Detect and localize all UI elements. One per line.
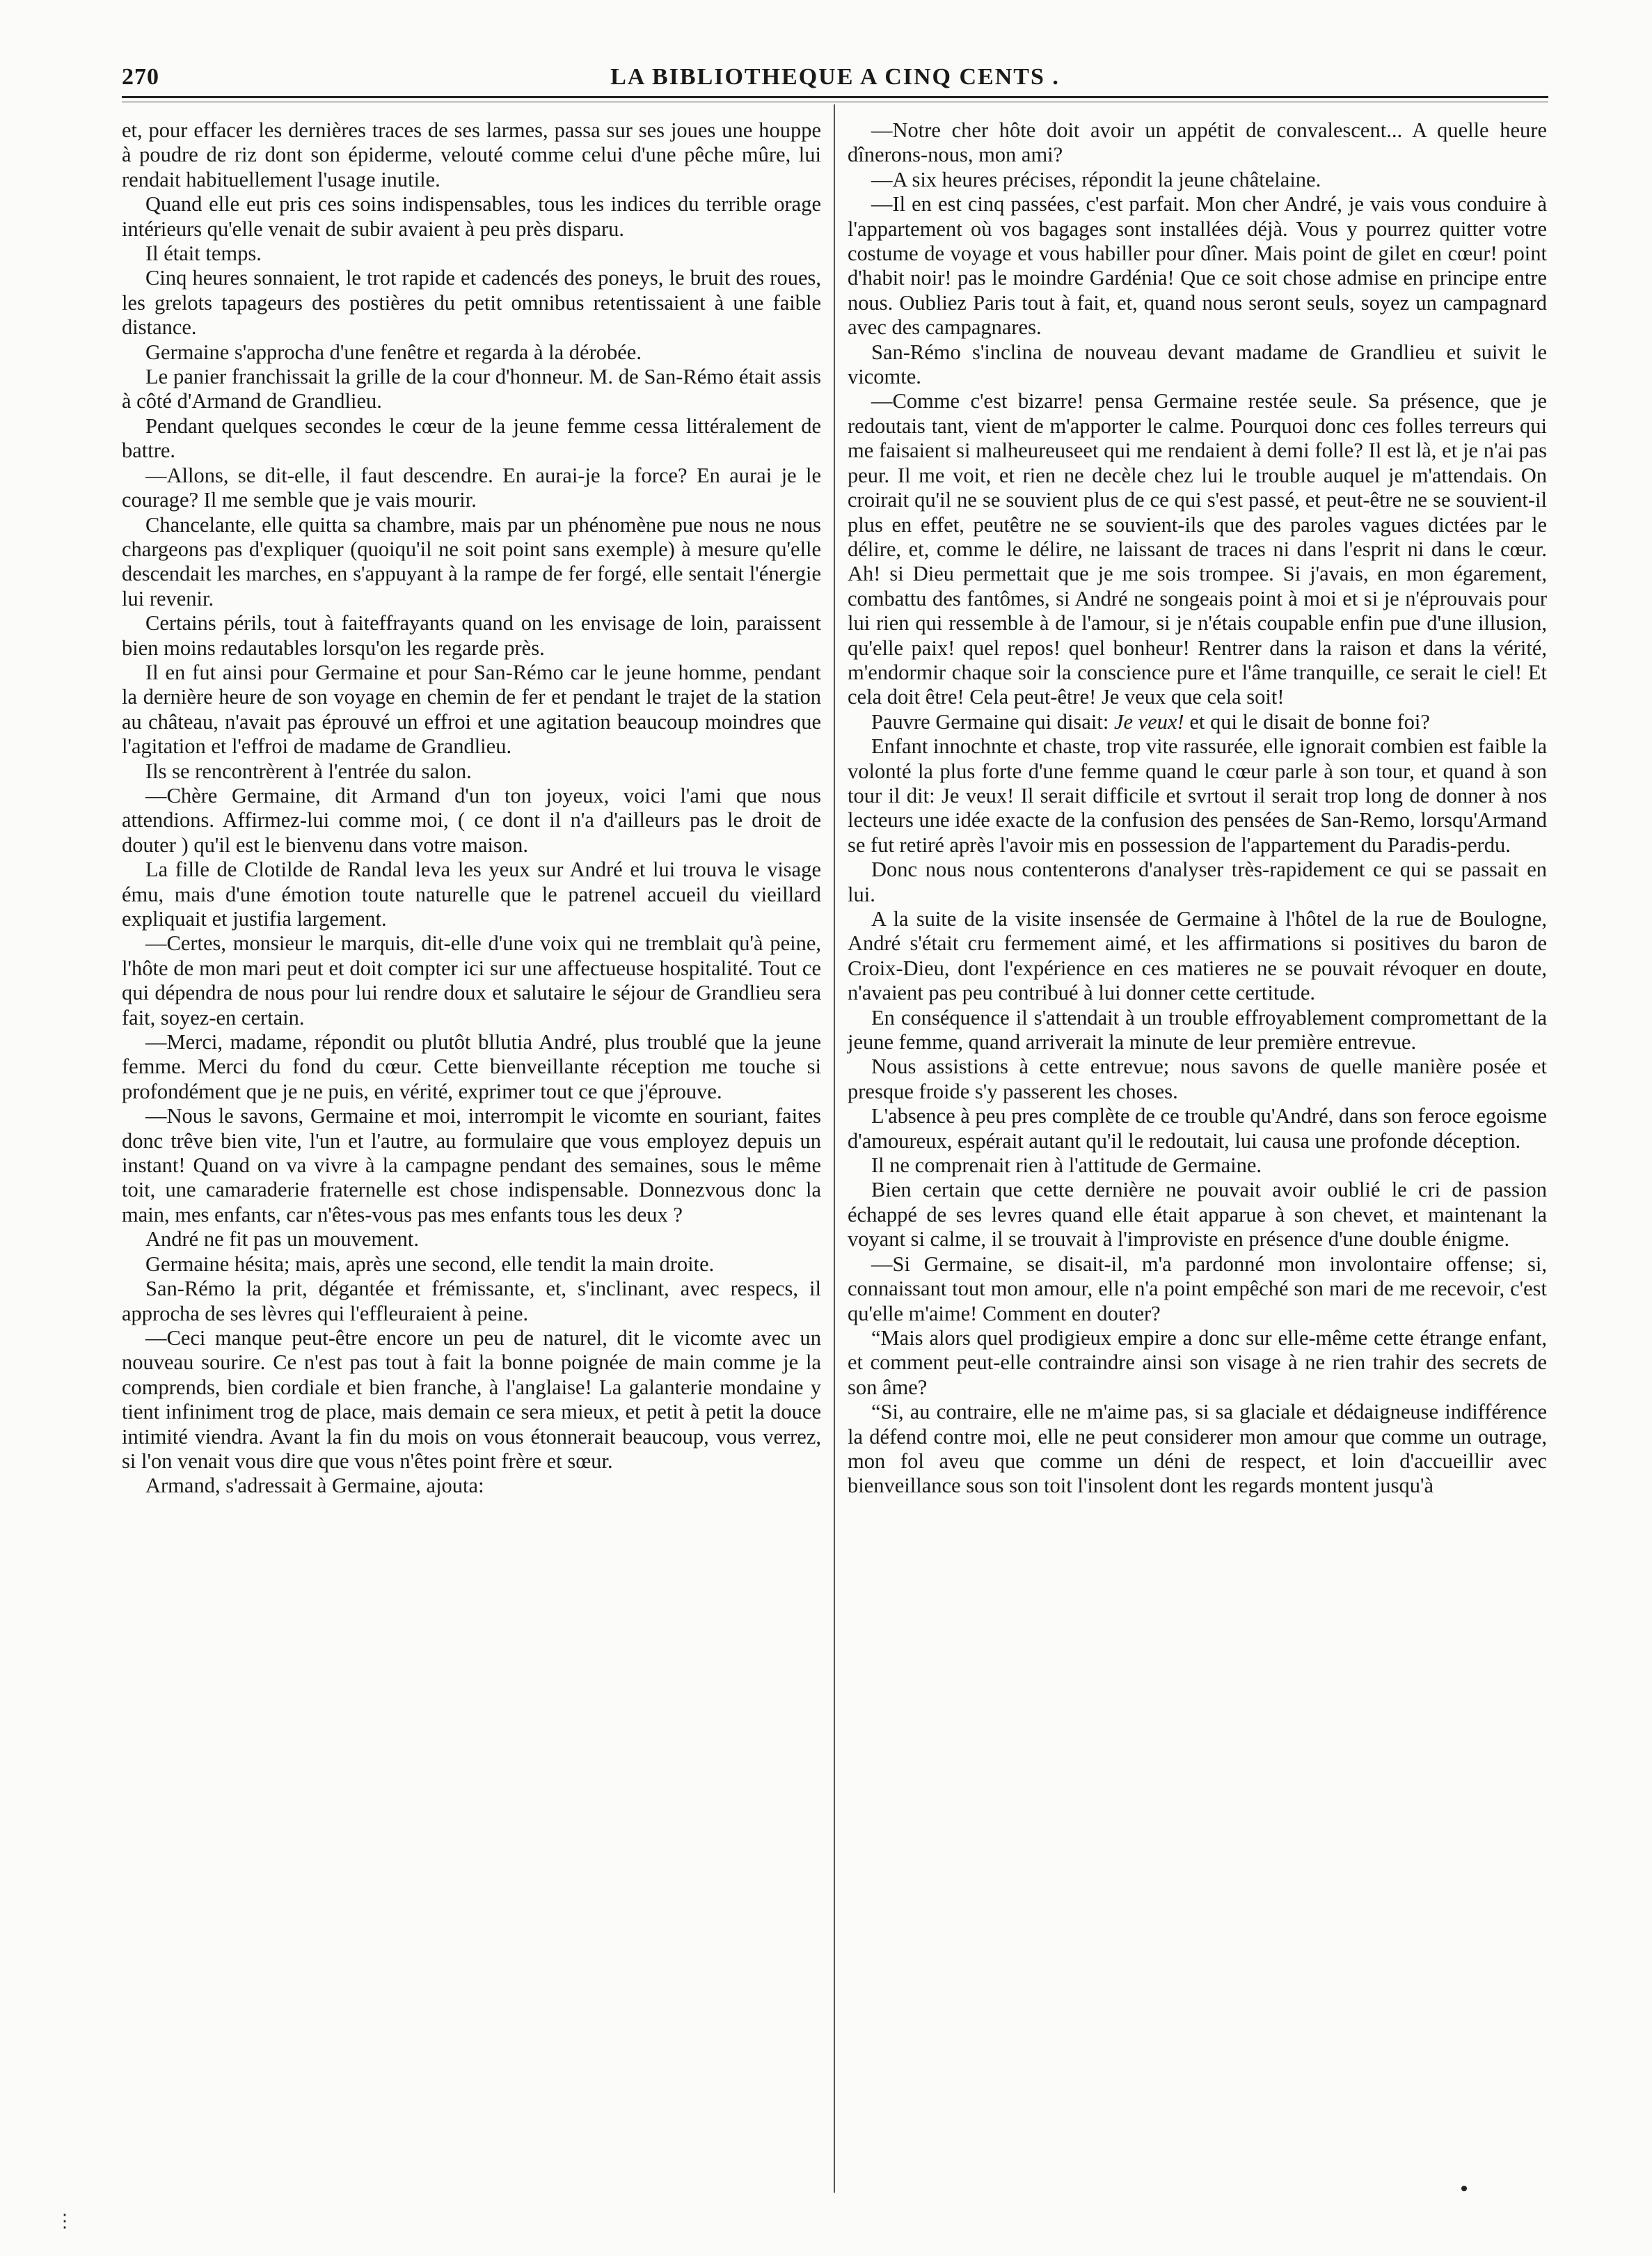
paragraph: San-Rémo s'inclina de nouveau devant madame de Grandlieu et suivit le vicomte.: [848, 340, 1547, 389]
paragraph: —Si Germaine, se disait-il, m'a pardonné mon involontaire offense; si, connaissant tout mon amour, elle n'a point empêché son mari de me recevoir, c'est qu'elle m'aime! Comment en douter?: [848, 1252, 1547, 1325]
paragraph: A la suite de la visite insensée de Germaine à l'hôtel de la rue de Boulogne, André s'était cru fermement aimé, et les affirmations si positives du baron de Croix-Dieu, dont l'expérience en ces matieres ne se pouvait révoquer en doute, n'avaient pas peu contribué à lui donner cette certitude.: [848, 907, 1547, 1005]
paragraph: En conséquence il s'attendait à un trouble effroyablement compromettant de la jeune femme, quand arriverait la minute de leur première entrevue.: [848, 1005, 1547, 1055]
paragraph: Il était temps.: [145, 242, 262, 266]
paragraph: —Chère Germaine, dit Armand d'un ton joyeux, voici l'ami que nous attendions. Affirmez-lui comme moi, ( ce dont il n'a d'ailleurs pas le droit de douter ) qu'il est le bienvenu dans votre maison.: [122, 783, 821, 857]
paragraph: —Notre cher hôte doit avoir un appétit de convalescent... A quelle heure dînerons-nous, mon ami?: [848, 118, 1547, 167]
paragraph: L'absence à peu pres complète de ce trouble qu'André, dans son feroce egoisme d'amoureux, espérait autant qu'il le redoutait, lui causa une profonde déception.: [848, 1104, 1547, 1153]
paragraph: “Mais alors quel prodigieux empire a donc sur elle-même cette étrange enfant, et comment peut-elle contraindre ainsi son visage à ne rien trahir des secrets de son âme?: [848, 1325, 1547, 1399]
paragraph: —Il en est cinq passées, c'est parfait. Mon cher André, je vais vous conduire à l'appartement où vos bagages sont installées déjà. Vous y pourrez quitter votre costume de voyage et vous habiller pour dîner. Mais point de gilet en cœur! point d'habit noir! pas le moindre Gardénia! Que ce soit chose admise en principe entre nous. Oubliez Paris tout à fait, et, quand nous seront seuls, soyez un campagnard avec des campagnares.: [848, 192, 1547, 340]
paragraph: —Merci, madame, répondit ou plutôt bllutia André, plus troublé que la jeune femme. Merci du fond du cœur. Cette bienveillante réception me touche si profondément que je ne puis, en vérité, exprimer tout ce que j'éprouve.: [122, 1030, 821, 1103]
paragraph: —Nous le savons, Germaine et moi, interrompit le vicomte en souriant, faites donc trêve bien vite, l'un et l'autre, au formulaire que vous employez depuis un instant! Quand on va vivre à la campagne pendant des semaines, sous le même toit, une camaraderie fraternelle est chose indispensable. Donnezvous donc la main, mes enfants, car n'êtes-vous pas mes enfants tous les deux ?: [122, 1104, 821, 1226]
page-number: 270: [122, 64, 159, 90]
paragraph: —Comme c'est bizarre! pensa Germaine restée seule. Sa présence, que je redoutais tant, vient de m'apporter le calme. Pourquoi donc ces folles terreurs qui me faisaient si malheureuseet qui me rendaient à demi folle? Il est là, et je n'ai pas peur. Il me voit, et rien ne decèle chez lui le trouble auquel je m'attendais. On croirait qu'il ne se souvient plus de ce qui s'est passé, et peut-être ne se souvient-il plus en effet, peutêtre ne se souvient-ils que des paroles vagues dictées par le délire, et, comme le délire, ne laissant de traces ni dans l'esprit ni dans le cœur. Ah! si Dieu permettait que je me sois trompee. Si j'avais, en mon égarement, combattu des fantômes, si André ne songeais point à moi et si je n'éprouvais pour lui rien qui ressemble à de l'amour, si je n'étais coupable enfin pue d'une illusion, qu'elle paix! quel repos! quel bonheur! Rentrer dans la raison et dans la vérité, m'endormir chaque soir la conscience pure et l'âme tranquille, ce serait le ciel! Et cela doit être! Cela peut-être! Je veux que cela soit!: [848, 389, 1547, 709]
paragraph: Le panier franchissait la grille de la cour d'honneur. M. de San-Rémo était assis à côté d'Armand de Grandlieu.: [122, 365, 821, 413]
paragraph: Il en fut ainsi pour Germaine et pour San-Rémo car le jeune homme, pendant la dernière heure de son voyage en chemin de fer et pendant le trajet de la station au château, n'avait pas éprouvé un effroi et une agitation beaucoup moindres que l'agitation et l'effroi de madame de Grandlieu.: [122, 660, 821, 759]
paragraph: Germaine hésita; mais, après une second, elle tendit la main droite.: [145, 1252, 715, 1276]
paragraph: Pendant quelques secondes le cœur de la jeune femme cessa littéralement de battre.: [122, 413, 821, 463]
page-header: [122, 64, 1548, 99]
paragraph: Germaine s'approcha d'une fenêtre et regarda à la dérobée.: [145, 340, 642, 364]
paragraph: Armand, s'adressait à Germaine, ajouta:: [145, 1474, 484, 1498]
right-text-column: [848, 118, 1547, 1499]
column-divider: [834, 104, 835, 2193]
paragraph: Enfant innochnte et chaste, trop vite rassurée, elle ignorait combien est faible la volonté la plus forte d'une femme quand le cœur parle à son tour, et quand à son tour il dit: Je veux! Il serait difficile et svrtout il serait trop long de donner à nos lecteurs une idée exacte de la confusion des pensées de San-Remo, lorsqu'Armand se fut retiré après l'avoir mis en possession de l'appartement du Paradis-perdu.: [848, 734, 1547, 857]
paragraph: Chancelante, elle quitta sa chambre, mais par un phénomène pue nous ne nous chargeons pas d'expliquer (quoiqu'il ne soit point sans exemple) à mesure qu'elle descendait les marches, en s'appuyant à la rampe de fer forgé, elle sentait l'énergie lui revenir.: [122, 512, 821, 610]
paragraph: Donc nous nous contenterons d'analyser très-rapidement ce qui se passait en lui.: [848, 858, 1547, 906]
paragraph: Pauvre Germaine qui disait: Je veux! et qui le disait de bonne foi?: [871, 709, 1430, 734]
paragraph: Il ne comprenait rien à l'attitude de Germaine.: [871, 1153, 1262, 1178]
paragraph: Nous assistions à cette entrevue; nous savons de quelle manière posée et presque froide s'y passerent les choses.: [848, 1055, 1547, 1103]
paragraph: Quand elle eut pris ces soins indispensables, tous les indices du terrible orage intérieurs qu'elle venait de subir avaient à peu près disparu.: [122, 192, 821, 241]
paragraph: San-Rémo la prit, dégantée et frémissante, et, s'inclinant, avec respecs, il approcha de ses lèvres qui l'effleuraient à peine.: [122, 1277, 821, 1325]
left-text-column: [122, 118, 821, 1499]
margin-mark: ⋮: [56, 2211, 74, 2231]
paragraph: Bien certain que cette dernière ne pouvait avoir oublié le cri de passion échappé de ses levres quand elle était apparue à son chevet, et maintenant la voyant si calme, il se trouvait à l'improviste en présence d'une double énigme.: [848, 1178, 1547, 1252]
paragraph: Certains périls, tout à faiteffrayants quand on les envisage de loin, paraissent bien moins redautables lorsqu'on les regarde près.: [122, 611, 821, 660]
running-title: LA BIBLIOTHEQUE A CINQ CENTS .: [610, 64, 1060, 90]
paragraph: —A six heures précises, répondit la jeune châtelaine.: [871, 167, 1321, 191]
paragraph: “Si, au contraire, elle ne m'aime pas, si sa glaciale et dédaigneuse indifférence la défend contre moi, elle ne peut considerer mon amour que comme un outrage, mon fol aveu que comme un déni de respect, et loin d'accueillir avec bienveillance sous son toit l'insolent dont les regards montent jusqu'à: [848, 1400, 1547, 1498]
paragraph: La fille de Clotilde de Randal leva les yeux sur André et lui trouva le visage ému, mais d'une émotion toute naturelle que le patrenel accueil du vieillard expliquait et justifia largement.: [122, 858, 821, 931]
paragraph: —Allons, se dit-elle, il faut descendre. En aurai-je la force? En aurai je le courage? Il me semble que je vais mourir.: [122, 463, 821, 512]
paragraph: Ils se rencontrèrent à l'entrée du salon.: [145, 759, 472, 783]
emphasis: Je veux!: [1113, 709, 1184, 734]
paragraph: André ne fit pas un mouvement.: [145, 1227, 420, 1252]
paragraph: Cinq heures sonnaient, le trot rapide et cadencés des poneys, le bruit des roues, les grelots tapageurs des postières du petit omnibus retentissaient à une faible distance.: [122, 266, 821, 340]
paragraph: —Certes, monsieur le marquis, dit-elle d'une voix qui ne tremblait qu'à peine, l'hôte de mon mari peut et doit compter ici sur une affectueuse hospitalité. Tout ce qui dépendra de nous pour lui rendre doux et salutaire le séjour de Grandlieu sera fait, soyez-en certain.: [122, 931, 821, 1030]
ink-dot: [1461, 2186, 1467, 2191]
paragraph: —Ceci manque peut-être encore un peu de naturel, dit le vicomte avec un nouveau sourire. Ce n'est pas tout à fait la bonne poignée de main comme je la comprends, bien cordiale et bien franche, à l'anglaise! La galanterie mondaine y tient infiniment trog de place, mais demain ce sera mieux, et petit à petit la douce intimité viendra. Avant la fin du mois on vous étonnerait beaucoup, vous verrez, si l'on venait vous dire que vous n'êtes point frère et sœur.: [122, 1325, 821, 1473]
paragraph: et, pour effacer les dernières traces de ses larmes, passa sur ses joues une houppe à poudre de riz dont son épiderme, velouté comme celui d'une pêche mûre, lui rendait habituellement l'usage inutile.: [122, 118, 821, 191]
header-rule: [122, 96, 1548, 98]
